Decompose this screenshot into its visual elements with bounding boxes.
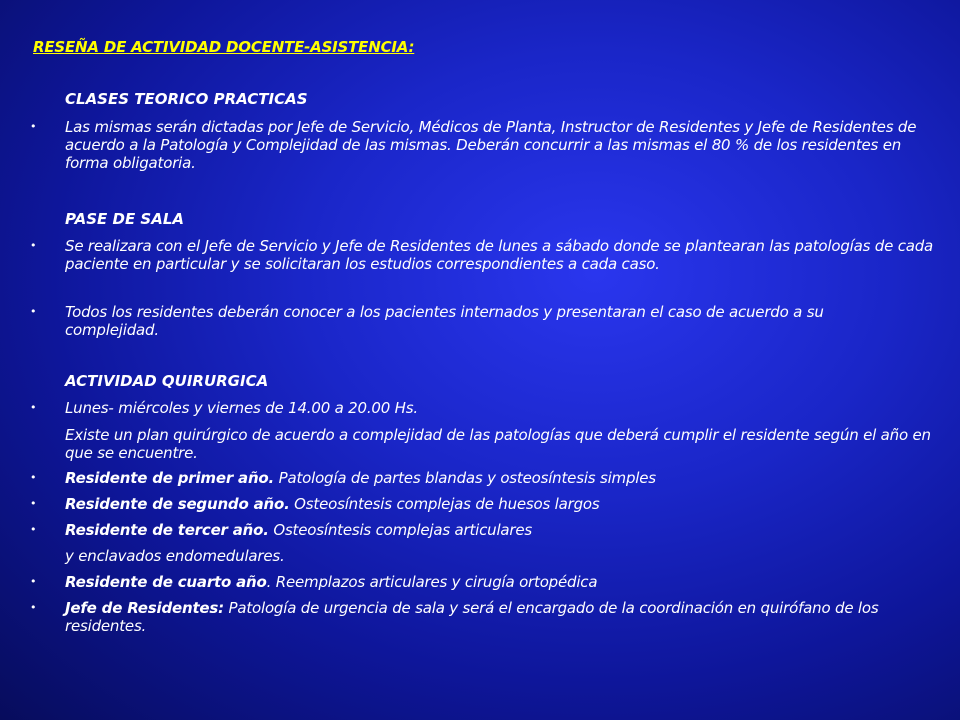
section-heading-clases: CLASES TEORICO PRACTICAS	[65, 90, 308, 108]
bullet-icon: •	[30, 601, 37, 614]
section-heading-pase: PASE DE SALA	[65, 210, 184, 228]
third-year-continuation: y enclavados endomedulares.	[65, 547, 285, 565]
level-item-fourth-year	[65, 573, 935, 591]
bullet-icon: •	[30, 575, 37, 588]
level-description: Patología de urgencia de sala y será el encargado de la coordinación en quirófano de los residentes.	[65, 599, 879, 635]
level-item-chief-residents	[65, 599, 935, 635]
surgical-plan-text: Existe un plan quirúrgico de acuerdo a complejidad de las patologías que deberá cumplir el residente según el año en que se encuentre.	[65, 426, 931, 462]
bullet-icon: •	[30, 401, 37, 414]
level-label: Jefe de Residentes:	[65, 599, 224, 617]
section-heading-quirurgica: ACTIVIDAD QUIRURGICA	[65, 372, 269, 390]
pase-paragraph-2: Todos los residentes deberán conocer a los pacientes internados y presentaran el caso de acuerdo a su complejidad.	[65, 303, 824, 339]
page-title: RESEÑA DE ACTIVIDAD DOCENTE-ASISTENCIA:	[33, 38, 415, 56]
bullet-icon: •	[30, 239, 37, 252]
bullet-icon: •	[30, 305, 37, 318]
bullet-icon: •	[30, 497, 37, 510]
level-description: Osteosíntesis complejas articulares	[268, 521, 533, 539]
bullet-icon: •	[30, 471, 37, 484]
level-description: . Reemplazos articulares y cirugía ortopédica	[266, 573, 598, 591]
level-description: Osteosíntesis complejas de huesos largos	[289, 495, 600, 513]
level-label: Residente de segundo año.	[65, 495, 290, 513]
pase-paragraph-1: Se realizara con el Jefe de Servicio y Jefe de Residentes de lunes a sábado donde se plantearan las patologías de cada paciente en particular y se solicitaran los estudios correspondientes a cada caso.	[65, 237, 934, 273]
level-item-second-year	[65, 495, 935, 513]
level-label: Residente de cuarto año	[65, 573, 267, 591]
level-label: Residente de tercer año.	[65, 521, 269, 539]
level-label: Residente de primer año.	[65, 469, 275, 487]
clases-paragraph: Las mismas serán dictadas por Jefe de Servicio, Médicos de Planta, Instructor de Residentes y Jefe de Residentes de acuerdo a la Patología y Complejidad de las mismas. Deberán concurrir a las mismas el 80 % de los residentes en forma obligatoria.	[65, 118, 917, 172]
level-description: Patología de partes blandas y osteosíntesis simples	[274, 469, 656, 487]
level-item-first-year	[65, 469, 935, 487]
schedule-text: Lunes- miércoles y viernes de 14.00 a 20.00 Hs.	[65, 399, 418, 417]
bullet-icon: •	[30, 120, 37, 133]
level-item-third-year	[65, 521, 935, 539]
bullet-icon: •	[30, 523, 37, 536]
